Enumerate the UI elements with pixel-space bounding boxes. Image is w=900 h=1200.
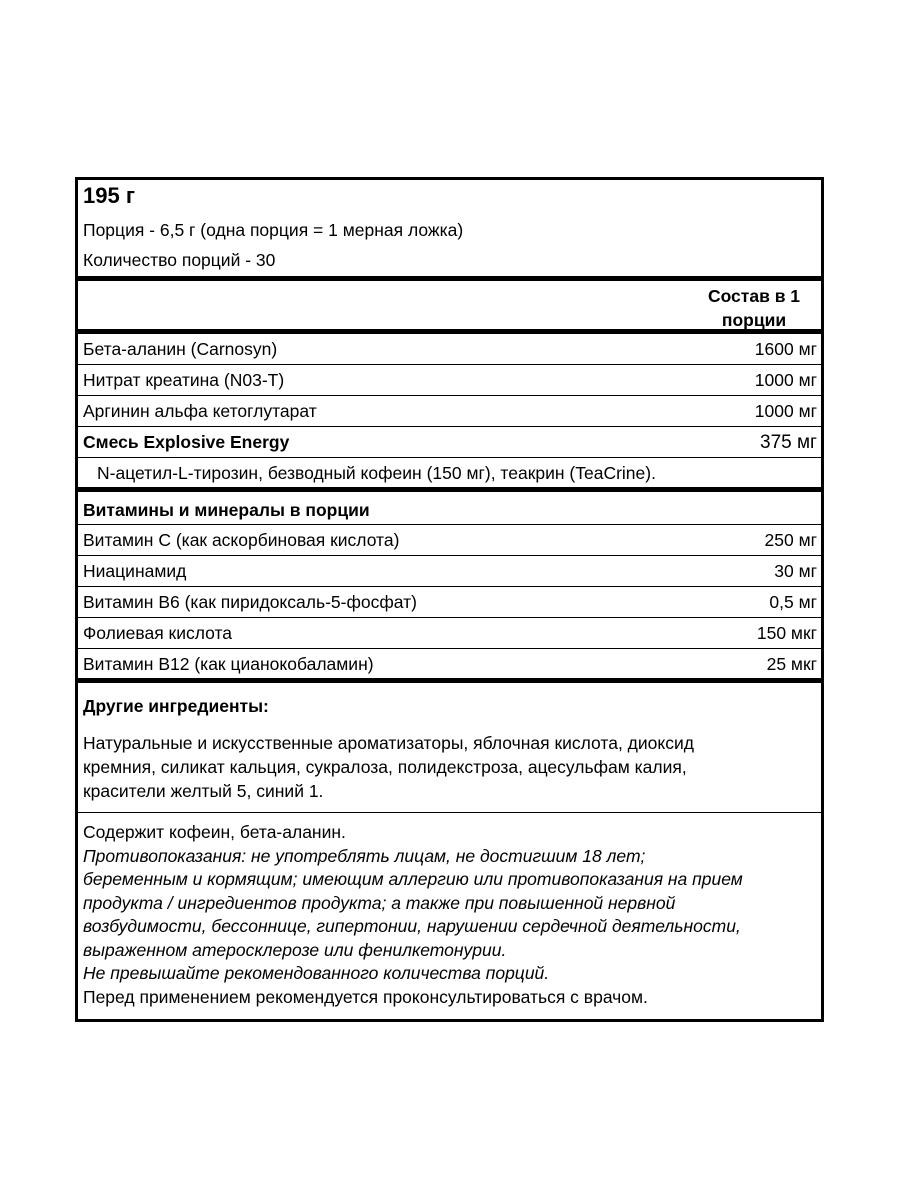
blend-contents-row <box>78 458 821 492</box>
vitamin-amount: 150 мкг <box>756 623 817 643</box>
other-ingredients-text <box>83 731 816 803</box>
vitamin-amount: 0,5 мг <box>769 592 817 612</box>
other-ingredients-line: красители желтый 5, синий 1. <box>83 781 324 801</box>
ingredient-row <box>78 427 821 458</box>
contraindications-line: выраженном атеросклерозе или фенилкетонурии. <box>83 939 507 960</box>
per-serving-header-line1: Состав в 1 <box>707 286 801 306</box>
consult-note: Перед применением рекомендуется проконсультироваться с врачом. <box>83 986 648 1007</box>
column-header <box>78 281 821 334</box>
vitamins-header-row <box>78 492 821 525</box>
vitamin-amount: 25 мкг <box>766 654 817 674</box>
ingredient-amount: 1000 мг <box>754 370 817 390</box>
blend-name: Смесь Explosive Energy <box>83 432 290 452</box>
header-block <box>78 180 821 281</box>
contraindications-line: беременным и кормящим; имеющим аллергию или противопоказания на прием <box>83 869 743 889</box>
warnings-block <box>78 813 821 1019</box>
warnings-text <box>83 821 816 1009</box>
serving-size: Порция - 6,5 г (одна порция = 1 мерная ложка) <box>83 220 464 240</box>
vitamins-heading: Витамины и минералы в порции <box>83 500 370 520</box>
vitamin-name: Витамин В12 (как цианокобаламин) <box>83 654 374 674</box>
contraindications-line: Противопоказания: не употреблять лицам, не достигшим 18 лет; <box>83 845 646 866</box>
contraindications-line: возбудимости, бессоннице, гипертонии, нарушении сердечной деятельности, <box>83 916 741 936</box>
ingredient-row <box>78 334 821 365</box>
vitamin-row <box>78 587 821 618</box>
net-weight: 195 г <box>83 183 135 208</box>
vitamin-name: Витамин В6 (как пиридоксаль-5-фосфат) <box>83 592 417 612</box>
supplement-facts-label <box>75 177 824 1022</box>
vitamin-row <box>78 525 821 556</box>
per-serving-header <box>699 284 809 332</box>
ingredient-row <box>78 365 821 396</box>
blend-contents: N-ацетил-L-тирозин, безводный кофеин (150 мг), теакрин (TeaCrine). <box>97 463 656 483</box>
blend-amount: 375 мг <box>760 432 817 453</box>
other-ingredients-line: Натуральные и искусственные ароматизаторы, яблочная кислота, диоксид <box>83 733 694 753</box>
vitamin-amount: 30 мг <box>774 561 817 581</box>
per-serving-header-line2: порции <box>721 310 787 330</box>
ingredient-amount: 1600 мг <box>754 339 817 359</box>
ingredient-name: Нитрат креатина (N03-T) <box>83 370 285 390</box>
other-ingredients-line: кремния, силикат кальция, сукралоза, полидекстроза, ацесульфам калия, <box>83 757 687 777</box>
ingredient-name: Аргинин альфа кетоглутарат <box>83 401 317 421</box>
ingredient-amount: 1000 мг <box>754 401 817 421</box>
servings-per-container: Количество порций - 30 <box>83 250 276 270</box>
other-ingredients-block <box>78 683 821 813</box>
vitamin-name: Фолиевая кислота <box>83 623 233 643</box>
vitamin-row <box>78 649 821 683</box>
contains-note: Содержит кофеин, бета-аланин. <box>83 822 346 842</box>
contraindications-line: Не превышайте рекомендованного количества порций. <box>83 963 550 983</box>
vitamin-name: Ниацинамид <box>83 561 187 581</box>
vitamin-name: Витамин С (как аскорбиновая кислота) <box>83 530 400 550</box>
vitamin-amount: 250 мг <box>764 530 817 550</box>
contraindications-line: продукта / ингредиентов продукта; а также при повышенной нервной <box>83 892 676 913</box>
ingredient-row <box>78 396 821 427</box>
vitamin-row <box>78 618 821 649</box>
ingredient-name: Бета-аланин (Carnosyn) <box>83 339 278 359</box>
other-ingredients-heading: Другие ингредиенты: <box>83 696 269 716</box>
vitamin-row <box>78 556 821 587</box>
